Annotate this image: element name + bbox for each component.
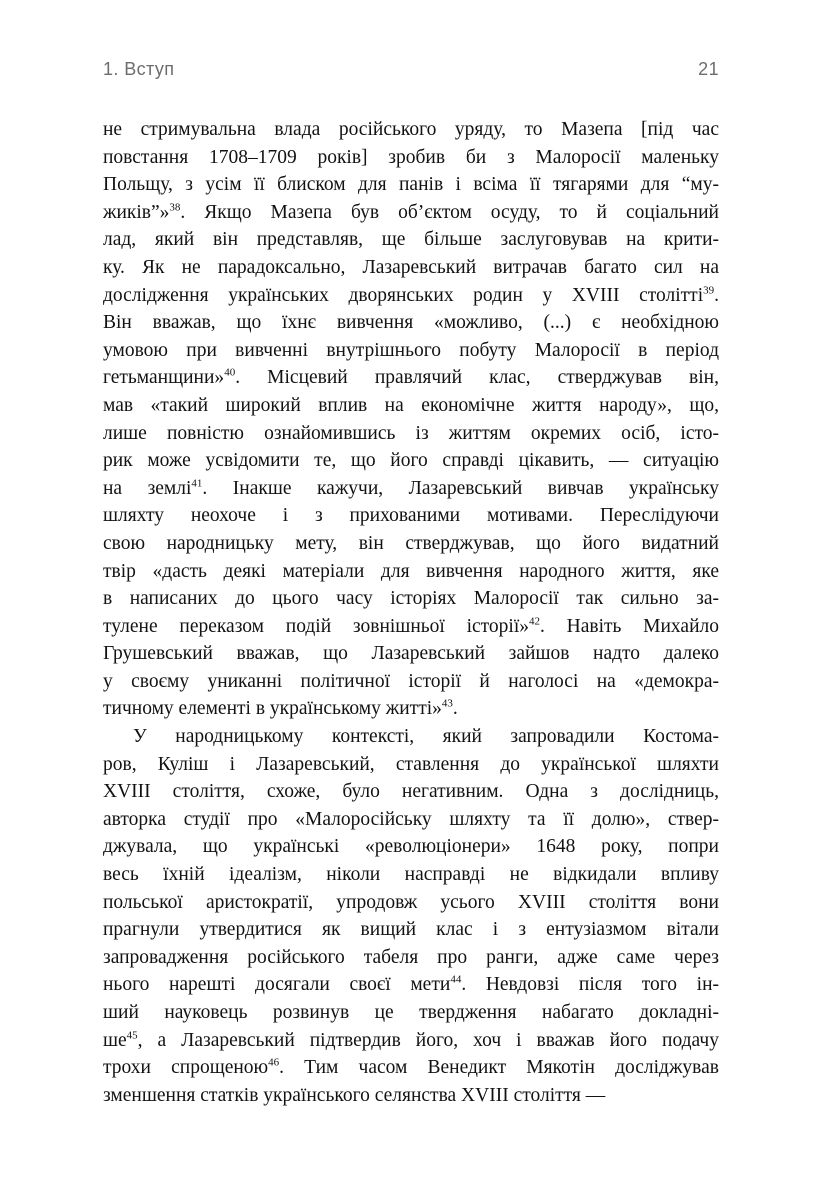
- text-line: лад, який він представляв, ще більше заслуговував на крити-: [103, 229, 719, 251]
- text-line: гетьманщини»$^{40}$. Місцевий правлячий клас, стверджував він,: [103, 366, 719, 389]
- text-line: свою народницьку мету, він стверджував, що його видатний: [103, 532, 719, 554]
- text-line: нього нарешті досягали своєї мети$^{44}$. Невдовзі після того ін-: [103, 973, 719, 996]
- footnote-marker: 44: [450, 973, 462, 986]
- text-line: трохи спрощеною$^{46}$. Тим часом Венедикт Мякотін досліджував: [103, 1056, 719, 1079]
- text-line: польської аристократії, упродовж усього XVIII століття вони: [103, 891, 719, 913]
- text-line: прагнули утвердитися як вищий клас і з ентузіазмом вітали: [103, 919, 719, 941]
- page-body: [103, 116, 719, 1109]
- text-line: не стримувальна влада російського уряду, то Мазепа [під час: [103, 119, 719, 140]
- footnote-marker: 39: [703, 284, 715, 297]
- text-line: ший науковець розвинув це твердження набагато докладні-: [103, 1002, 719, 1023]
- text-line: тичному елементі в українському житті»$^{43}$.: [103, 697, 458, 720]
- text-line: зменшення статків українського селянства XVIII століття —: [103, 1084, 606, 1106]
- text-line: У народницькому контексті, який запровадили Костома-: [133, 726, 719, 748]
- text-line: ров, Куліш і Лазаревський, ставлення до української шляхти: [103, 753, 719, 775]
- running-header: [103, 58, 719, 80]
- footnote-marker: 43: [441, 697, 453, 710]
- text-line: тулене переказом подій зовнішньої історії»$^{42}$. Навіть Михайло: [103, 615, 719, 637]
- page-number: 21: [698, 59, 719, 79]
- text-line: у своєму униканні політичної історії й наголосі на «демокра-: [103, 670, 719, 692]
- paragraph: [103, 116, 719, 723]
- text-line: джувала, що українські «революціонери» 1648 року, попри: [103, 836, 719, 858]
- text-line: рик може усвідомити те, що його справді цікавить, — ситуацію: [103, 450, 719, 472]
- text-line: повстання 1708–1709 років] зробив би з Малоросії маленьку: [103, 146, 719, 168]
- text-line: $ше^{45}$, а Лазаревський підтвердив його, хоч і вважав його подачу: [103, 1029, 719, 1051]
- text-line: авторка студії про «Малоросійську шляхту та її долю», ствер-: [103, 808, 719, 830]
- text-line: Польщу, з усім її блиском для панів і всіма її тягарями для “му-: [103, 174, 719, 196]
- text-line: мав «такий широкий вплив на економічне життя народу», що,: [103, 394, 719, 416]
- text-line: шляхту неохоче і з прихованими мотивами. Переслідуючи: [103, 505, 719, 527]
- text-line: Він вважав, що їхнє вивчення «можливо, (...) є необхідною: [103, 312, 719, 334]
- footnote-marker: 42: [529, 615, 540, 628]
- footnote-marker: 46: [268, 1056, 280, 1069]
- text-line: запровадження російського табеля про ранги, адже саме через: [103, 946, 719, 968]
- text-line: весь їхній ідеалізм, ніколи насправді не відкидали впливу: [103, 864, 719, 886]
- footnote-marker: 41: [191, 477, 203, 490]
- footnote-marker: 45: [126, 1029, 138, 1042]
- footnote-marker: 40: [224, 366, 236, 379]
- text-line: лише повністю ознайомившись із життям окремих осіб, істо-: [103, 422, 719, 444]
- text-line: ку. Як не парадоксально, Лазаревський витрачав багато сил на: [103, 256, 719, 278]
- text-line: твір «дасть деякі матеріали для вивчення народного життя, яке: [103, 560, 719, 582]
- text-line: жиків”»$^{38}$. Якщо Мазепа був об’єктом осуду, то й соціальний: [103, 201, 719, 223]
- paragraph: [103, 723, 719, 1109]
- text-line: Грушевський вважав, що Лазаревський зайшов надто далеко: [103, 643, 719, 665]
- text-line: на землі$^{41}$. Інакше кажучи, Лазаревський вивчав українську: [103, 477, 719, 499]
- text-line: умовою при вивченні внутрішнього побуту Малоросії в період: [103, 339, 719, 361]
- text-line: XVIII століття, схоже, було негативним. Одна з дослідниць,: [103, 781, 719, 803]
- text-line: в написаних до цього часу історіях Малоросії так сильно за-: [103, 588, 719, 610]
- footnote-marker: 38: [169, 201, 181, 214]
- running-header-chapter: 1. Вступ: [103, 59, 175, 79]
- text-line: дослідження українських дворянських родин у XVIII столітті$^{39}$.: [103, 284, 719, 306]
